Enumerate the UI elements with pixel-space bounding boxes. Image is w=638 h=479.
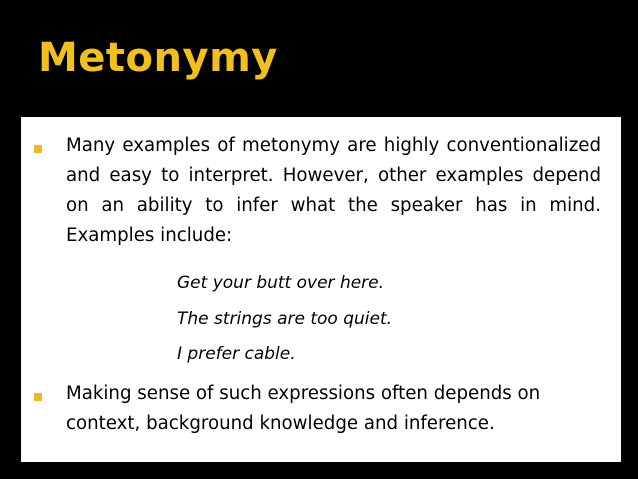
bullet-square-icon	[34, 145, 42, 153]
content-area	[21, 117, 621, 462]
title-bar	[0, 0, 638, 117]
bullet-text-1: Many examples of metonymy are highly conventionalized and easy to interpret. However, other examples depend on an ability to infer what the speaker has in mind. Examples include:	[66, 135, 601, 246]
example-3: I prefer cable.	[177, 344, 296, 364]
slide-title: Metonymy	[38, 35, 278, 81]
example-2: The strings are too quiet.	[177, 309, 393, 329]
bullet-text-2: Making sense of such expressions often depends on context, background knowledge and inference.	[66, 383, 541, 434]
bullet-square-icon	[34, 393, 42, 401]
example-1: Get your butt over here.	[177, 273, 385, 293]
